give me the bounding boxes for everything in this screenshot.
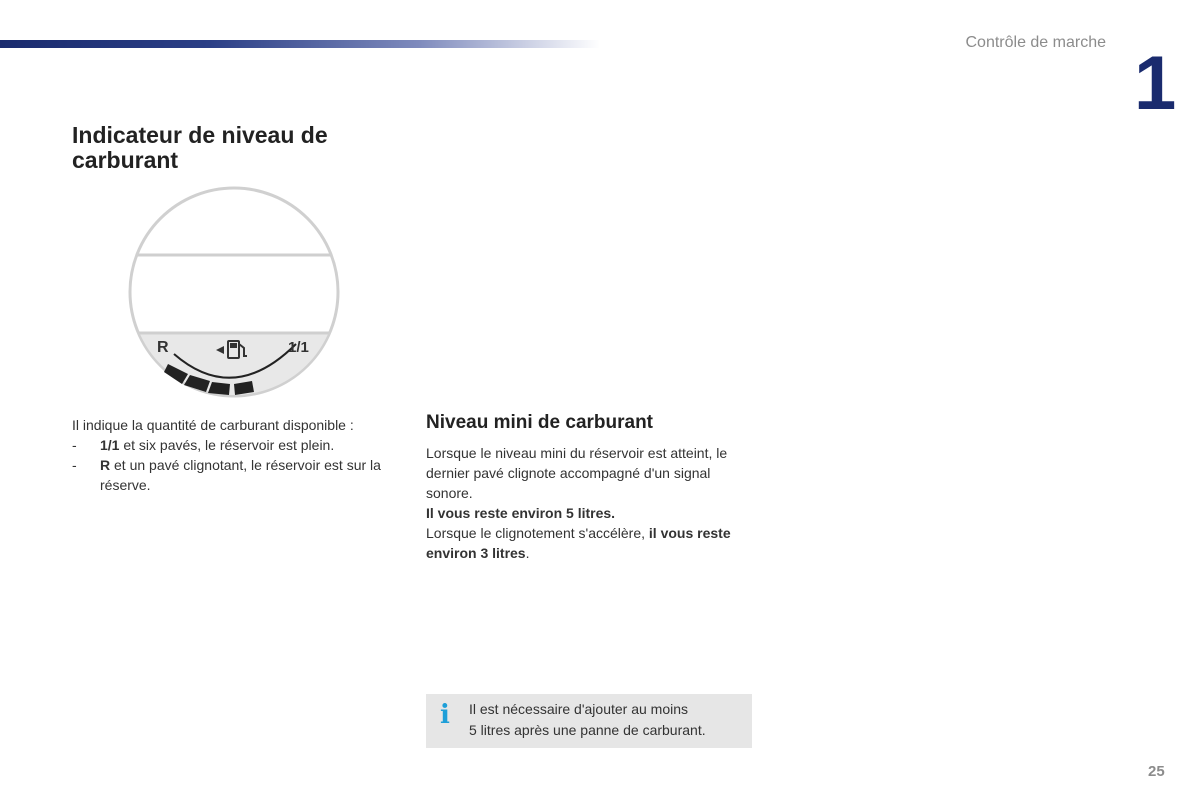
header-gradient-bar xyxy=(0,40,600,48)
gauge-description xyxy=(72,415,402,495)
mini-level-remaining-3: Lorsque le clignotement s'accélère, il vous reste environ 3 litres. xyxy=(426,525,731,561)
section-title: Indicateur de niveau de carburant xyxy=(72,122,328,173)
description-list xyxy=(72,435,402,495)
description-intro: Il indique la quantité de carburant disponible : xyxy=(72,417,354,433)
list-item: - 1/1 et six pavés, le réservoir est plein. xyxy=(72,437,335,453)
gauge-reserve-label: R xyxy=(157,339,169,356)
mini-level-paragraph: Lorsque le niveau mini du réservoir est atteint, le dernier pavé clignote accompagné d'un signal sonore. xyxy=(426,445,728,501)
mini-level-title: Niveau mini de carburant xyxy=(426,412,654,433)
chapter-number: 1 xyxy=(1134,41,1175,126)
gauge-full-label: 1/1 xyxy=(288,339,309,356)
info-note xyxy=(426,694,752,748)
info-icon: i xyxy=(440,700,450,730)
fuel-pave xyxy=(208,382,230,395)
list-item-bold: R xyxy=(100,457,111,473)
fuel-gauge-illustration xyxy=(128,186,340,398)
list-item-text: et un pavé clignotant, le réservoir est sur la réserve. xyxy=(100,457,381,493)
list-item: - R et un pavé clignotant, le réservoir est sur la réserve. xyxy=(72,457,381,493)
info-text-line2: 5 litres après une panne de carburant. xyxy=(469,722,706,738)
mini-level-remaining-5: Il vous reste environ 5 litres. xyxy=(426,505,616,521)
info-text-line1: Il est nécessaire d'ajouter au moins xyxy=(469,701,689,717)
list-item-bold: 1/1 xyxy=(100,437,120,453)
list-item-text: et six pavés, le réservoir est plein. xyxy=(119,437,335,453)
page-number: 25 xyxy=(1148,763,1165,780)
mini-level-text xyxy=(426,443,756,563)
chapter-title: Contrôle de marche xyxy=(965,34,1106,51)
